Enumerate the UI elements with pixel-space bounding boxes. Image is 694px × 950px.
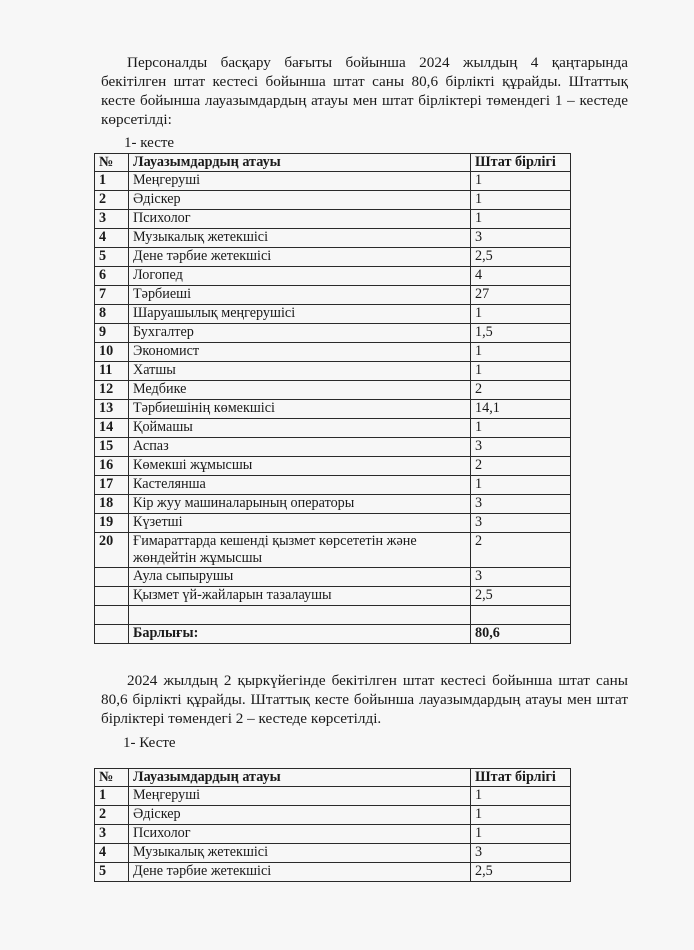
row-number [95, 606, 129, 625]
table-row [95, 305, 571, 324]
header-units: Штат бірлігі [471, 769, 571, 787]
staff-units: 3 [471, 495, 571, 514]
position-name: Дене тәрбие жетекшісі [129, 248, 471, 267]
row-number: 20 [95, 533, 129, 568]
position-name: Әдіскер [129, 806, 471, 825]
staff-units [471, 606, 571, 625]
staff-units: 1 [471, 343, 571, 362]
position-name: Шаруашылық меңгерушісі [129, 305, 471, 324]
position-name: Меңгеруші [129, 172, 471, 191]
staff-units: 2 [471, 457, 571, 476]
row-number: 2 [95, 191, 129, 210]
table-row [95, 568, 571, 587]
staff-units: 1 [471, 825, 571, 844]
table-row [95, 210, 571, 229]
total-label: Барлығы: [129, 625, 471, 644]
row-number: 3 [95, 825, 129, 844]
table-row [95, 806, 571, 825]
position-name: Бухгалтер [129, 324, 471, 343]
row-number: 5 [95, 863, 129, 882]
row-number: 2 [95, 806, 129, 825]
row-number [95, 568, 129, 587]
row-number: 3 [95, 210, 129, 229]
table2-caption: 1- Кесте [123, 735, 176, 751]
staff-units: 3 [471, 844, 571, 863]
table-row [95, 400, 571, 419]
table-row [95, 286, 571, 305]
position-name: Дене тәрбие жетекшісі [129, 863, 471, 882]
row-number: 12 [95, 381, 129, 400]
staff-units: 3 [471, 514, 571, 533]
table-row [95, 172, 571, 191]
total-blank-cell [95, 625, 129, 644]
row-number: 17 [95, 476, 129, 495]
table-row [95, 267, 571, 286]
position-name: Музыкалық жетекшісі [129, 844, 471, 863]
staff-units: 2,5 [471, 587, 571, 606]
position-name: Күзетші [129, 514, 471, 533]
table-row [95, 343, 571, 362]
staff-units: 1 [471, 476, 571, 495]
table-row [95, 381, 571, 400]
table-row [95, 229, 571, 248]
table-row [95, 514, 571, 533]
row-number [95, 587, 129, 606]
table-header-row [95, 769, 571, 787]
row-number: 19 [95, 514, 129, 533]
table-row [95, 787, 571, 806]
position-name: Медбике [129, 381, 471, 400]
header-position: Лауазымдардың атауы [129, 154, 471, 172]
row-number: 13 [95, 400, 129, 419]
position-name: Меңгеруші [129, 787, 471, 806]
table-row [95, 844, 571, 863]
row-number: 8 [95, 305, 129, 324]
row-number: 5 [95, 248, 129, 267]
table-row [95, 587, 571, 606]
table-row [95, 825, 571, 844]
staff-units: 3 [471, 438, 571, 457]
table-row [95, 457, 571, 476]
position-name: Музыкалық жетекшісі [129, 229, 471, 248]
row-number: 11 [95, 362, 129, 381]
position-name: Әдіскер [129, 191, 471, 210]
table-row [95, 438, 571, 457]
position-name: Психолог [129, 210, 471, 229]
table-row [95, 606, 571, 625]
staff-units: 3 [471, 229, 571, 248]
total-value: 80,6 [471, 625, 571, 644]
staff-units: 2,5 [471, 863, 571, 882]
table-header-row [95, 154, 571, 172]
header-number: № [95, 769, 129, 787]
row-number: 10 [95, 343, 129, 362]
row-number: 14 [95, 419, 129, 438]
staff-units: 1 [471, 210, 571, 229]
staff-units: 27 [471, 286, 571, 305]
position-name: Кір жуу машиналарының операторы [129, 495, 471, 514]
table-row [95, 324, 571, 343]
header-units: Штат бірлігі [471, 154, 571, 172]
staff-units: 1,5 [471, 324, 571, 343]
row-number: 4 [95, 844, 129, 863]
position-name: Аула сыпырушы [129, 568, 471, 587]
staff-units: 1 [471, 362, 571, 381]
staff-units: 14,1 [471, 400, 571, 419]
header-number: № [95, 154, 129, 172]
table1-caption: 1- кесте [124, 135, 175, 151]
staff-units: 3 [471, 568, 571, 587]
staff-table-2 [94, 768, 571, 882]
staff-units: 1 [471, 419, 571, 438]
position-name: Экономист [129, 343, 471, 362]
table-row [95, 863, 571, 882]
staff-units: 2 [471, 381, 571, 400]
position-name: Ғимараттарда кешенді қызмет көрсететін және жөндейтін жұмысшы [129, 533, 471, 568]
row-number: 15 [95, 438, 129, 457]
position-name [129, 606, 471, 625]
position-name: Кастелянша [129, 476, 471, 495]
total-row [95, 625, 571, 644]
intro-paragraph: Персоналды басқару бағыты бойынша 2024 жылдың 4 қаңтарында бекітілген штат кестесі бойынша штат саны 80,6 бірлікті құрайды. Штаттық кесте бойынша лауазымдардың атауы мен штат бірліктері төмендегі 1 – кестеде көрсетілді: [101, 54, 628, 128]
row-number: 16 [95, 457, 129, 476]
row-number: 1 [95, 172, 129, 191]
staff-table-1 [94, 153, 571, 644]
row-number: 7 [95, 286, 129, 305]
position-name: Қызмет үй-жайларын тазалаушы [129, 587, 471, 606]
position-name: Тәрбиеші [129, 286, 471, 305]
staff-units: 1 [471, 787, 571, 806]
position-name: Психолог [129, 825, 471, 844]
staff-units: 4 [471, 267, 571, 286]
table-row [95, 476, 571, 495]
table-row [95, 495, 571, 514]
row-number: 1 [95, 787, 129, 806]
table-row [95, 362, 571, 381]
row-number: 4 [95, 229, 129, 248]
position-name: Аспаз [129, 438, 471, 457]
position-name: Қоймашы [129, 419, 471, 438]
staff-units: 1 [471, 305, 571, 324]
staff-units: 2,5 [471, 248, 571, 267]
position-name: Көмекші жұмысшы [129, 457, 471, 476]
staff-units: 1 [471, 191, 571, 210]
staff-units: 2 [471, 533, 571, 568]
table-row [95, 191, 571, 210]
table-row [95, 248, 571, 267]
table-row [95, 419, 571, 438]
position-name: Хатшы [129, 362, 471, 381]
row-number: 9 [95, 324, 129, 343]
staff-units: 1 [471, 172, 571, 191]
table-row [95, 533, 571, 568]
row-number: 6 [95, 267, 129, 286]
staff-units: 1 [471, 806, 571, 825]
position-name: Логопед [129, 267, 471, 286]
header-position: Лауазымдардың атауы [129, 769, 471, 787]
row-number: 18 [95, 495, 129, 514]
position-name: Тәрбиешінің көмекшісі [129, 400, 471, 419]
second-paragraph: 2024 жылдың 2 қыркүйегінде бекітілген штат кестесі бойынша штат саны 80,6 бірлікті құрайды. Штаттық кесте бойынша лауазымдардың атауы мен штат бірліктері төмендегі 2 – кестеде көрсетілді. [101, 672, 628, 727]
